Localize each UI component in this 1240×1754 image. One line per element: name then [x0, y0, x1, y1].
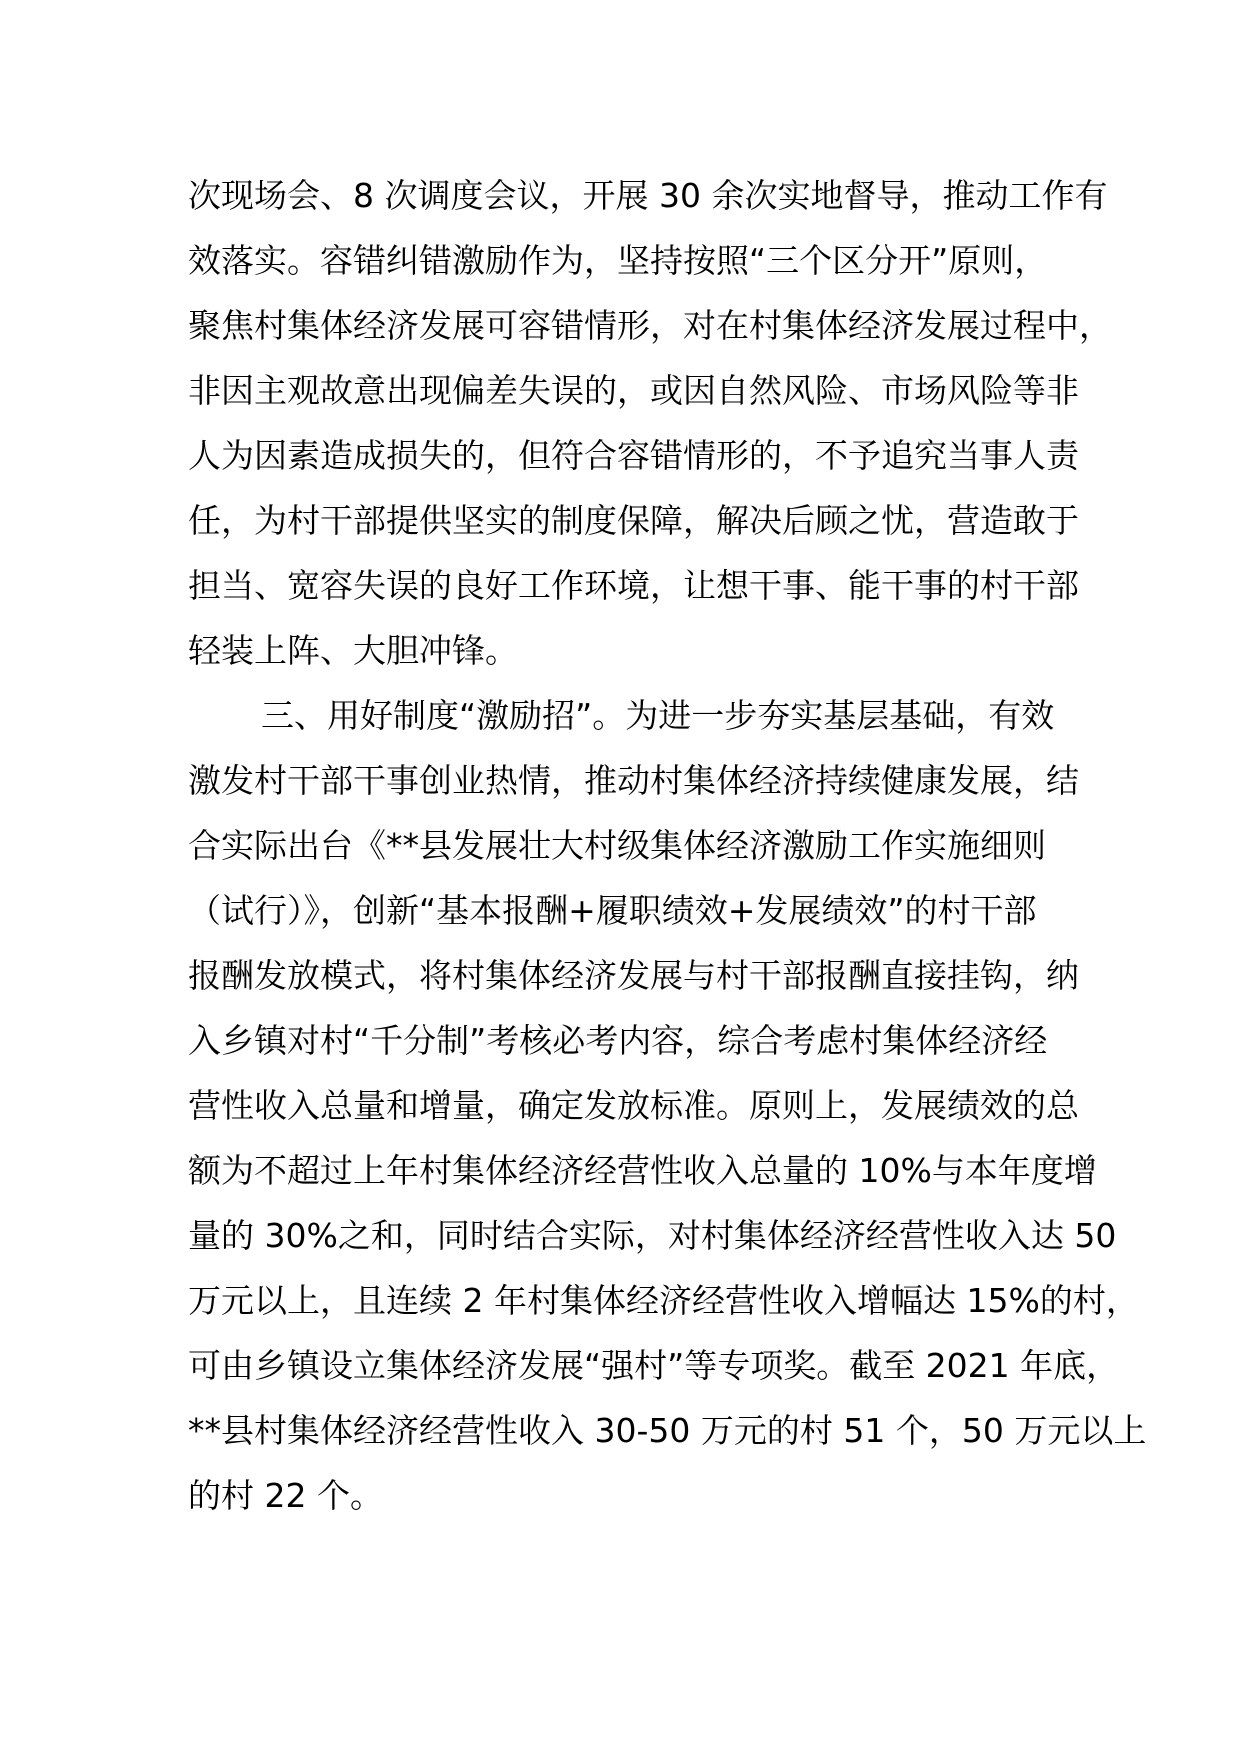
- text-line: （试行）》，创新“基本报酬+履职绩效+发展绩效”的村干部: [188, 891, 1037, 930]
- paragraph-section-three: [188, 683, 1147, 1528]
- paragraph-tolerance-incentive: [188, 163, 1112, 683]
- text-line: 激发村干部干事创业热情，推动村集体经济持续健康发展，结: [188, 761, 1079, 800]
- text-line: 额为不超过上年村集体经济经营性收入总量的 10%与本年度增: [188, 1151, 1097, 1190]
- text-line: 的村 22 个。: [188, 1476, 383, 1515]
- text-line: 可由乡镇设立集体经济发展“强村”等专项奖。截至 2021 年底，: [188, 1346, 1120, 1385]
- text-line: 量的 30%之和，同时结合实际，对村集体经济经营性收入达 50: [188, 1216, 1117, 1255]
- section-heading-line: 三、用好制度“激励招”。为进一步夯实基层基础，有效: [261, 696, 1055, 735]
- text-line: 万元以上，且连续 2 年村集体经济经营性收入增幅达 15%的村，: [188, 1281, 1139, 1320]
- text-line: 入乡镇对村“千分制”考核必考内容，综合考虑村集体经济经: [188, 1021, 1048, 1060]
- text-line: 合实际出台《**县发展壮大村级集体经济激励工作实施细则: [188, 826, 1046, 865]
- text-line: 人为因素造成损失的，但符合容错情形的，不予追究当事人责: [188, 436, 1079, 475]
- text-line: 任，为村干部提供坚实的制度保障，解决后顾之忧，营造敢于: [188, 501, 1079, 540]
- text-line: 营性收入总量和增量，确定发放标准。原则上，发展绩效的总: [188, 1086, 1079, 1125]
- text-line: **县村集体经济经营性收入 30-50 万元的村 51 个，50 万元以上: [188, 1411, 1147, 1450]
- text-line: 报酬发放模式，将村集体经济发展与村干部报酬直接挂钩，纳: [188, 956, 1079, 995]
- text-line: 效落实。容错纠错激励作为，坚持按照“三个区分开”原则，: [188, 241, 1048, 280]
- text-line: 次现场会、8 次调度会议，开展 30 余次实地督导，推动工作有: [188, 176, 1108, 215]
- text-line: 担当、宽容失误的良好工作环境，让想干事、能干事的村干部: [188, 566, 1079, 605]
- text-line: 非因主观故意出现偏差失误的，或因自然风险、市场风险等非: [188, 371, 1079, 410]
- text-line: 轻装上阵、大胆冲锋。: [188, 631, 518, 670]
- text-line: 聚焦村集体经济发展可容错情形，对在村集体经济发展过程中，: [188, 306, 1112, 345]
